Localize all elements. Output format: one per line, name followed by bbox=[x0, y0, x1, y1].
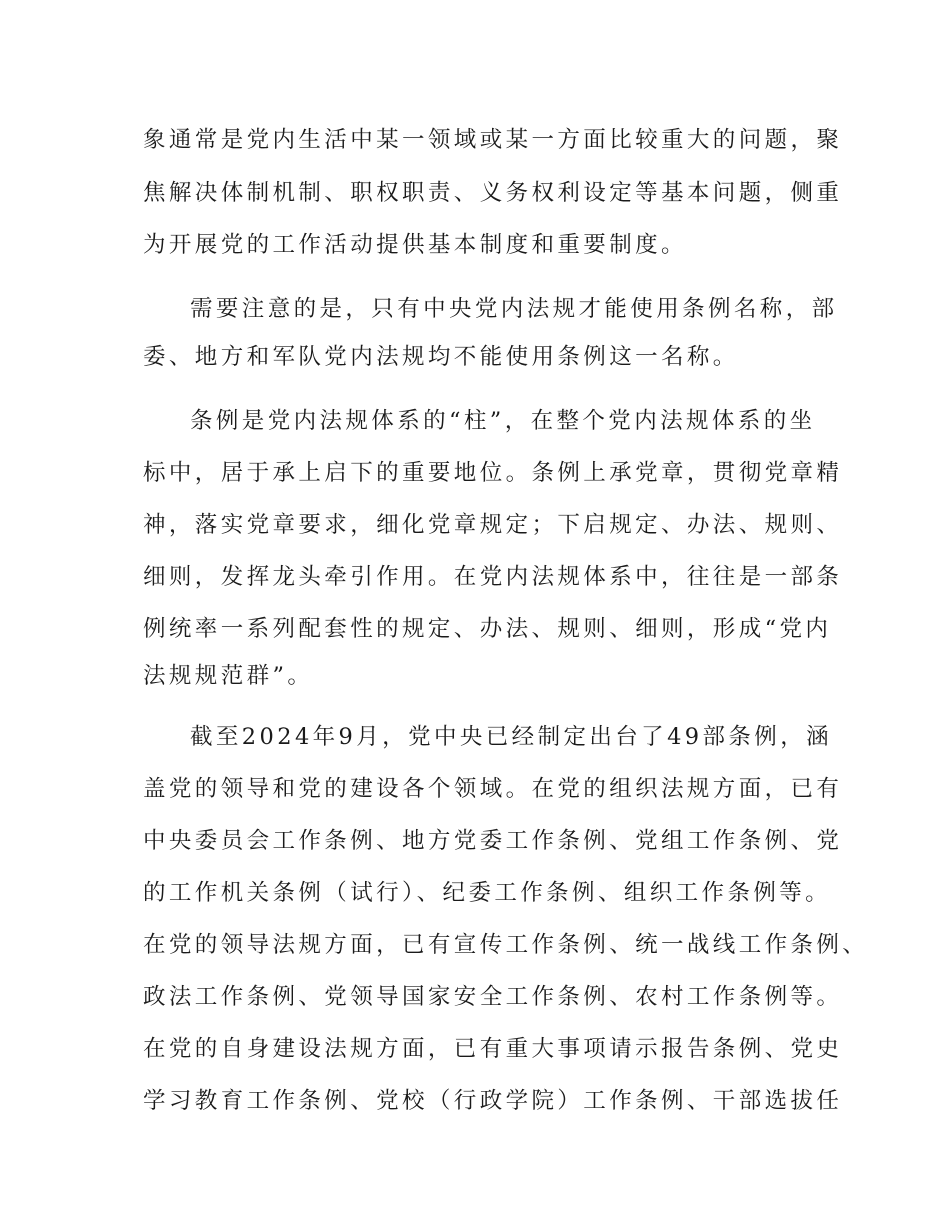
text-line: 为开展党的工作活动提供基本制度和重要制度。 bbox=[143, 232, 687, 258]
text-line: 中央委员会工作条例、地方党委工作条例、党组工作条例、党 bbox=[143, 828, 843, 854]
text-line: 法规规范群”。 bbox=[143, 663, 314, 689]
text-line: 条例是党内法规体系的“柱”，在整个党内法规体系的坐 bbox=[190, 408, 816, 434]
text-line: 象通常是党内生活中某一领域或某一方面比较重大的问题，聚 bbox=[143, 127, 843, 153]
text-line: 焦解决体制机制、职权职责、义务权利设定等基本问题，侧重 bbox=[143, 180, 843, 206]
text-line: 需要注意的是，只有中央党内法规才能使用条例名称，部 bbox=[190, 296, 838, 322]
text-line: 神，落实党章要求，细化党章规定；下启规定、办法、规则、 bbox=[143, 512, 843, 538]
text-line: 委、地方和军队党内法规均不能使用条例这一名称。 bbox=[143, 344, 739, 370]
text-line: 在党的领导法规方面，已有宣传工作条例、统一战线工作条例、 bbox=[143, 932, 869, 958]
text-line: 截至2024年9月，党中央已经制定出台了49部条例，涵 bbox=[190, 724, 833, 750]
text-line: 标中，居于承上启下的重要地位。条例上承党章，贯彻党章精 bbox=[143, 460, 843, 486]
text-line: 例统率一系列配套性的规定、办法、规则、细则，形成“党内 bbox=[143, 616, 832, 642]
text-line: 细则，发挥龙头牵引作用。在党内法规体系中，往往是一部条 bbox=[143, 564, 843, 590]
text-line: 学习教育工作条例、党校（行政学院）工作条例、干部选拔任 bbox=[143, 1088, 843, 1114]
text-line: 政法工作条例、党领导国家安全工作条例、农村工作条例等。 bbox=[143, 984, 843, 1010]
text-line: 在党的自身建设法规方面，已有重大事项请示报告条例、党史 bbox=[143, 1036, 843, 1062]
text-line: 盖党的领导和党的建设各个领域。在党的组织法规方面，已有 bbox=[143, 776, 843, 802]
text-line: 的工作机关条例（试行）、纪委工作条例、组织工作条例等。 bbox=[143, 880, 832, 906]
